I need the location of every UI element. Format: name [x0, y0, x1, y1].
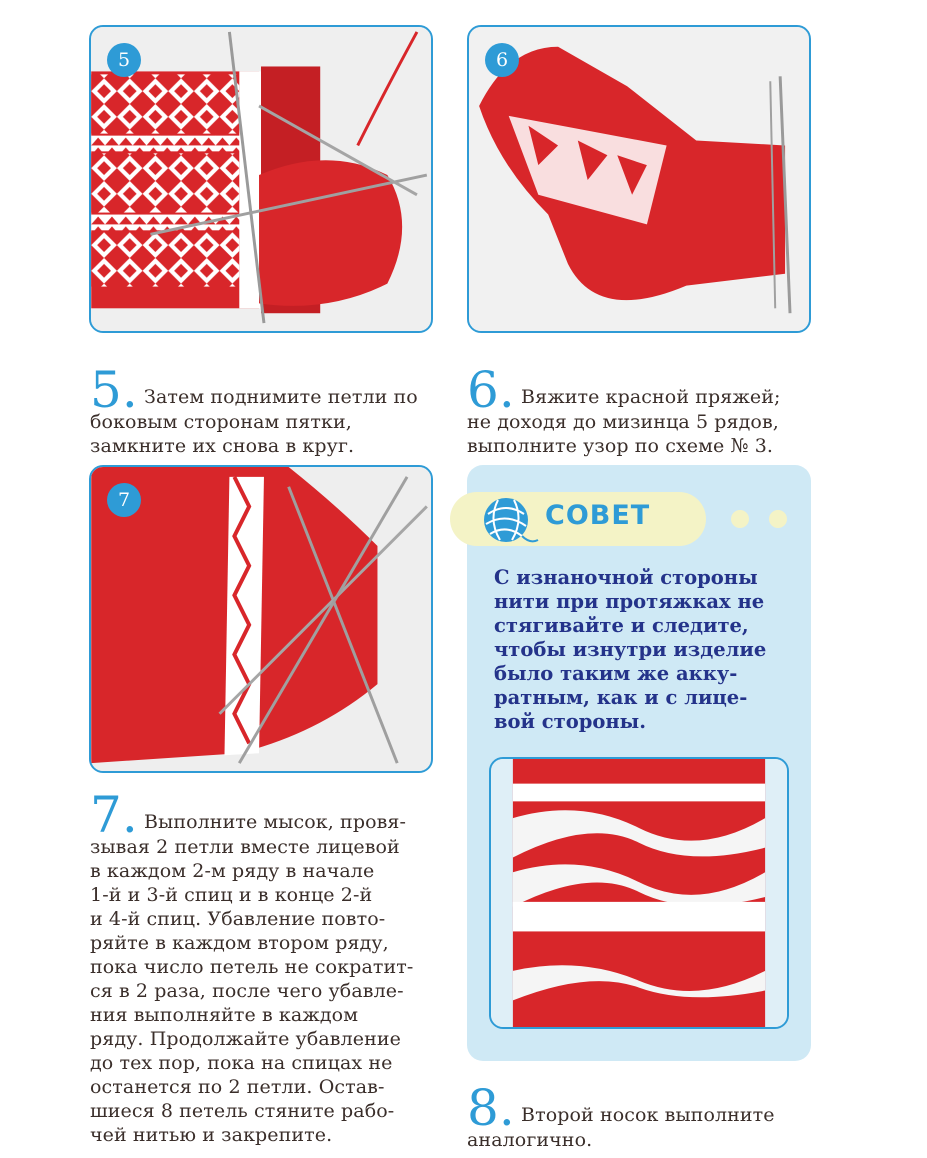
- step-line: и 4-й спиц. Убавление повто-: [90, 908, 386, 930]
- decor-dot: [731, 510, 749, 528]
- step-line: замкните их снова в круг.: [90, 435, 355, 457]
- step-line: останется по 2 петли. Остав-: [90, 1076, 385, 1098]
- photo-badge: 5: [107, 43, 141, 77]
- step-line: ся в 2 раза, после чего убавле-: [90, 980, 404, 1002]
- step-line: до тех пор, пока на спицах не: [90, 1052, 393, 1074]
- step-8-text: [467, 1079, 775, 1152]
- step-7-text: [90, 786, 414, 1147]
- tip-line: было таким же акку-: [494, 662, 738, 685]
- photo-badge: 6: [485, 43, 519, 77]
- step-line: в каждом 2-м ряду в начале: [90, 860, 375, 882]
- step-line: боковым сторонам пятки,: [90, 411, 352, 433]
- step-line: Второй носок выполните: [521, 1104, 775, 1126]
- photo-step-7: [89, 465, 433, 773]
- photo-wrong-side: [489, 757, 789, 1029]
- knitting-photo-6: [469, 27, 809, 331]
- step-line: Выполните мысок, провя-: [144, 811, 407, 833]
- step-number: 7.: [90, 786, 138, 844]
- photo-step-6: [467, 25, 811, 333]
- step-line: зывая 2 петли вместе лицевой: [90, 836, 400, 858]
- step-number: 5.: [90, 361, 138, 419]
- decor-dot: [769, 510, 787, 528]
- photo-step-5: [89, 25, 433, 333]
- knitting-photo-7: [91, 467, 431, 771]
- step-line: шиеся 8 петель стяните рабо-: [90, 1100, 395, 1122]
- yarn-ball-icon: [478, 494, 540, 552]
- tip-title: СОВЕТ: [545, 500, 651, 531]
- step-line: ряйте в каждом втором ряду,: [90, 932, 389, 954]
- step-6-text: [467, 361, 781, 458]
- tip-line: нити при протяжках не: [494, 590, 765, 613]
- step-line: 1-й и 3-й спиц и в конце 2-й: [90, 884, 373, 906]
- photo-badge: 7: [107, 483, 141, 517]
- tip-line: стягивайте и следите,: [494, 614, 749, 637]
- step-line: Затем поднимите петли по: [144, 386, 418, 408]
- step-5-text: [90, 361, 418, 458]
- tip-line: ратным, как и с лице-: [494, 686, 748, 709]
- step-line: пока число петель не сократит-: [90, 956, 414, 978]
- tip-line: С изнаночной стороны: [494, 566, 758, 589]
- step-line: ряду. Продолжайте убавление: [90, 1028, 401, 1050]
- step-line: Вяжите красной пряжей;: [521, 386, 781, 408]
- step-line: не доходя до мизинца 5 рядов,: [467, 411, 779, 433]
- step-line: аналогично.: [467, 1129, 593, 1151]
- knitting-photo-5: [91, 27, 431, 331]
- step-number: 6.: [467, 361, 515, 419]
- tip-text: [494, 566, 766, 734]
- tip-line: вой стороны.: [494, 710, 647, 733]
- step-line: выполните узор по схеме № 3.: [467, 435, 774, 457]
- knitting-wrong-side-photo: [491, 759, 787, 1027]
- step-line: ния выполняйте в каждом: [90, 1004, 359, 1026]
- step-number: 8.: [467, 1079, 515, 1137]
- tip-line: чтобы изнутри изделие: [494, 638, 767, 661]
- step-line: чей нитью и закрепите.: [90, 1124, 333, 1146]
